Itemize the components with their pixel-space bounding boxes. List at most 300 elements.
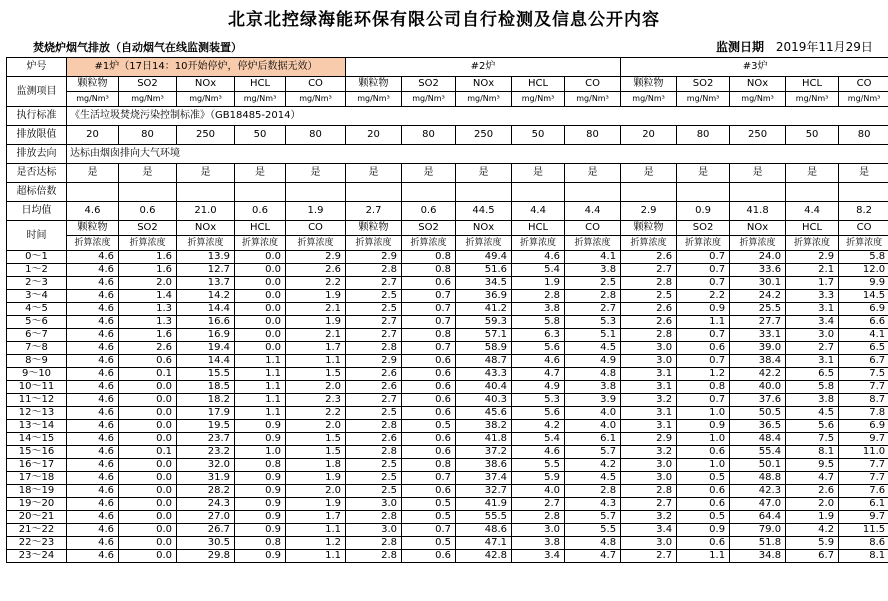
- limit-cell: 20: [67, 126, 119, 145]
- table-row: [7, 368, 888, 381]
- value-cell: 0.0: [119, 485, 177, 498]
- limit-cell: 80: [677, 126, 730, 145]
- value-cell: 55.5: [456, 511, 512, 524]
- limit-label: 排放限值: [7, 126, 67, 145]
- value-cell: 0.0: [235, 277, 286, 290]
- value-cell: 2.8: [346, 446, 402, 459]
- value-cell: 27.7: [730, 316, 786, 329]
- value-cell: 14.4: [177, 355, 235, 368]
- param-header: HCL: [512, 221, 565, 236]
- value-cell: 3.8: [565, 264, 621, 277]
- value-cell: 0.9: [677, 420, 730, 433]
- value-cell: 4.6: [67, 394, 119, 407]
- daily-avg-cell: 0.9: [677, 202, 730, 221]
- value-cell: 2.5: [346, 459, 402, 472]
- value-cell: 0.9: [235, 420, 286, 433]
- value-cell: 5.6: [786, 420, 839, 433]
- value-cell: 1.1: [286, 550, 346, 563]
- time-param-row: [7, 221, 888, 236]
- converted-cell: 折算浓度: [456, 236, 512, 251]
- value-cell: 0.0: [119, 394, 177, 407]
- daily-avg-cell: 8.2: [839, 202, 888, 221]
- value-cell: 2.8: [565, 485, 621, 498]
- item-row: [7, 77, 888, 92]
- value-cell: 4.2: [512, 420, 565, 433]
- value-cell: 0.1: [119, 446, 177, 459]
- value-cell: 0.6: [402, 446, 456, 459]
- value-cell: 0.9: [235, 511, 286, 524]
- value-cell: 5.3: [565, 316, 621, 329]
- standard-label: 执行标准: [7, 107, 67, 126]
- time-cell: 19～20: [7, 498, 67, 511]
- value-cell: 4.5: [565, 472, 621, 485]
- value-cell: 37.2: [456, 446, 512, 459]
- value-cell: 0.0: [235, 316, 286, 329]
- value-cell: 0.0: [235, 329, 286, 342]
- value-cell: 4.6: [67, 290, 119, 303]
- value-cell: 4.9: [512, 381, 565, 394]
- value-cell: 6.7: [786, 550, 839, 563]
- value-cell: 0.6: [677, 446, 730, 459]
- value-cell: 14.4: [177, 303, 235, 316]
- value-cell: 27.0: [177, 511, 235, 524]
- compliant-row: [7, 164, 888, 183]
- value-cell: 8.7: [839, 394, 888, 407]
- value-cell: 41.2: [456, 303, 512, 316]
- time-label: 时间: [7, 221, 67, 251]
- unit-cell: mg/Nm³: [119, 92, 177, 107]
- value-cell: 1.1: [235, 407, 286, 420]
- value-cell: 1.0: [677, 459, 730, 472]
- value-cell: 57.1: [456, 329, 512, 342]
- value-cell: 0.6: [677, 498, 730, 511]
- value-cell: 0.0: [235, 290, 286, 303]
- value-cell: 4.6: [512, 251, 565, 264]
- value-cell: 0.7: [402, 303, 456, 316]
- value-cell: 4.6: [67, 303, 119, 316]
- value-cell: 40.3: [456, 394, 512, 407]
- value-cell: 0.0: [119, 459, 177, 472]
- table-row: [7, 537, 888, 550]
- daily-avg-cell: 41.8: [730, 202, 786, 221]
- table-row: [7, 290, 888, 303]
- param-header: HCL: [786, 221, 839, 236]
- time-cell: 1～2: [7, 264, 67, 277]
- value-cell: 4.6: [67, 511, 119, 524]
- value-cell: 0.9: [235, 433, 286, 446]
- value-cell: 4.6: [67, 355, 119, 368]
- value-cell: 0.6: [402, 485, 456, 498]
- time-cell: 5～6: [7, 316, 67, 329]
- value-cell: 26.7: [177, 524, 235, 537]
- value-cell: 64.4: [730, 511, 786, 524]
- unit-cell: mg/Nm³: [402, 92, 456, 107]
- time-cell: 8～9: [7, 355, 67, 368]
- value-cell: 0.0: [119, 498, 177, 511]
- emission-table: [6, 57, 888, 563]
- value-cell: 4.5: [786, 407, 839, 420]
- value-cell: 33.1: [730, 329, 786, 342]
- value-cell: 4.6: [67, 420, 119, 433]
- value-cell: 45.6: [456, 407, 512, 420]
- table-row: [7, 316, 888, 329]
- value-cell: 12.0: [839, 264, 888, 277]
- date-value: 2019年11月29日: [775, 40, 873, 54]
- converted-cell: 折算浓度: [677, 236, 730, 251]
- value-cell: 2.8: [512, 290, 565, 303]
- furnace-row: [7, 58, 888, 77]
- unit-cell: mg/Nm³: [286, 92, 346, 107]
- value-cell: 2.1: [786, 264, 839, 277]
- time-cell: 13～14: [7, 420, 67, 433]
- value-cell: 0.6: [402, 355, 456, 368]
- value-cell: 1.7: [786, 277, 839, 290]
- param-header: NOx: [456, 221, 512, 236]
- standard-row: [7, 107, 888, 126]
- value-cell: 4.6: [67, 329, 119, 342]
- value-cell: 1.1: [677, 550, 730, 563]
- value-cell: 43.3: [456, 368, 512, 381]
- value-cell: 5.4: [512, 264, 565, 277]
- value-cell: 7.5: [786, 433, 839, 446]
- value-cell: 4.6: [67, 524, 119, 537]
- value-cell: 2.9: [786, 251, 839, 264]
- unit-cell: mg/Nm³: [456, 92, 512, 107]
- value-cell: 0.0: [119, 472, 177, 485]
- value-cell: 48.6: [456, 524, 512, 537]
- exceed-cell: [512, 183, 565, 202]
- value-cell: 3.1: [621, 407, 677, 420]
- value-cell: 0.0: [235, 303, 286, 316]
- value-cell: 0.0: [235, 264, 286, 277]
- value-cell: 3.1: [786, 303, 839, 316]
- value-cell: 9.7: [839, 433, 888, 446]
- value-cell: 13.9: [177, 251, 235, 264]
- value-cell: 1.6: [119, 264, 177, 277]
- compliant-cell: 是: [67, 164, 119, 183]
- value-cell: 2.8: [346, 342, 402, 355]
- value-cell: 0.0: [119, 420, 177, 433]
- daily-avg-label: 日均值: [7, 202, 67, 221]
- value-cell: 19.4: [177, 342, 235, 355]
- converted-cell: 折算浓度: [67, 236, 119, 251]
- value-cell: 0.0: [119, 381, 177, 394]
- value-cell: 1.9: [286, 498, 346, 511]
- value-cell: 49.4: [456, 251, 512, 264]
- value-cell: 12.7: [177, 264, 235, 277]
- value-cell: 2.8: [512, 511, 565, 524]
- value-cell: 0.7: [677, 329, 730, 342]
- param-header: 颗粒物: [621, 77, 677, 92]
- value-cell: 34.8: [730, 550, 786, 563]
- daily-avg-cell: 4.4: [565, 202, 621, 221]
- value-cell: 28.2: [177, 485, 235, 498]
- unit-cell: mg/Nm³: [730, 92, 786, 107]
- value-cell: 2.5: [621, 290, 677, 303]
- value-cell: 3.0: [621, 459, 677, 472]
- value-cell: 3.0: [621, 537, 677, 550]
- value-cell: 8.6: [839, 537, 888, 550]
- value-cell: 29.8: [177, 550, 235, 563]
- daily-avg-cell: 0.6: [402, 202, 456, 221]
- value-cell: 5.9: [786, 537, 839, 550]
- table-row: [7, 394, 888, 407]
- limit-cell: 250: [730, 126, 786, 145]
- value-cell: 0.8: [402, 251, 456, 264]
- unit-cell: mg/Nm³: [839, 92, 888, 107]
- value-cell: 0.9: [235, 472, 286, 485]
- exceed-cell: [235, 183, 286, 202]
- table-row: [7, 420, 888, 433]
- value-cell: 0.6: [402, 277, 456, 290]
- time-cell: 11～12: [7, 394, 67, 407]
- daily-avg-cell: 0.6: [235, 202, 286, 221]
- value-cell: 2.7: [786, 342, 839, 355]
- exceed-cell: [621, 183, 677, 202]
- value-cell: 6.9: [839, 303, 888, 316]
- table-row: [7, 355, 888, 368]
- value-cell: 1.5: [286, 446, 346, 459]
- value-cell: 39.0: [730, 342, 786, 355]
- value-cell: 47.1: [456, 537, 512, 550]
- limit-cell: 250: [177, 126, 235, 145]
- converted-cell: 折算浓度: [730, 236, 786, 251]
- value-cell: 50.5: [730, 407, 786, 420]
- value-cell: 1.7: [286, 342, 346, 355]
- compliant-cell: 是: [839, 164, 888, 183]
- value-cell: 1.9: [286, 290, 346, 303]
- value-cell: 37.4: [456, 472, 512, 485]
- daily-avg-cell: 44.5: [456, 202, 512, 221]
- limit-cell: 20: [346, 126, 402, 145]
- value-cell: 24.3: [177, 498, 235, 511]
- value-cell: 4.0: [512, 485, 565, 498]
- exceed-cell: [456, 183, 512, 202]
- value-cell: 2.8: [346, 264, 402, 277]
- compliant-label: 是否达标: [7, 164, 67, 183]
- value-cell: 6.6: [839, 316, 888, 329]
- destination-row: [7, 145, 888, 164]
- exceed-cell: [730, 183, 786, 202]
- value-cell: 7.6: [839, 485, 888, 498]
- value-cell: 4.7: [512, 368, 565, 381]
- value-cell: 1.6: [119, 251, 177, 264]
- time-cell: 23～24: [7, 550, 67, 563]
- converted-cell: 折算浓度: [839, 236, 888, 251]
- compliant-cell: 是: [730, 164, 786, 183]
- value-cell: 4.6: [512, 355, 565, 368]
- value-cell: 2.7: [346, 316, 402, 329]
- value-cell: 0.0: [119, 537, 177, 550]
- value-cell: 6.7: [839, 355, 888, 368]
- exceed-cell: [286, 183, 346, 202]
- limit-cell: 20: [621, 126, 677, 145]
- value-cell: 3.4: [512, 550, 565, 563]
- table-row: [7, 342, 888, 355]
- value-cell: 2.1: [286, 303, 346, 316]
- value-cell: 23.2: [177, 446, 235, 459]
- param-header: SO2: [119, 77, 177, 92]
- value-cell: 3.4: [786, 316, 839, 329]
- value-cell: 11.5: [839, 524, 888, 537]
- value-cell: 0.0: [119, 511, 177, 524]
- value-cell: 0.7: [677, 251, 730, 264]
- value-cell: 32.0: [177, 459, 235, 472]
- value-cell: 51.8: [730, 537, 786, 550]
- exceed-cell: [839, 183, 888, 202]
- standard-text: 《生活垃圾焚烧污染控制标准》（GB18485-2014）: [67, 107, 888, 126]
- compliant-cell: 是: [346, 164, 402, 183]
- value-cell: 51.6: [456, 264, 512, 277]
- furnace-1-header: #1炉（17日14：10开始停炉，停炉后数据无效）: [67, 58, 346, 77]
- value-cell: 42.8: [456, 550, 512, 563]
- param-header: CO: [565, 77, 621, 92]
- value-cell: 7.8: [839, 407, 888, 420]
- param-header: 颗粒物: [346, 77, 402, 92]
- value-cell: 40.0: [730, 381, 786, 394]
- table-row: [7, 446, 888, 459]
- value-cell: 0.6: [677, 485, 730, 498]
- value-cell: 4.6: [67, 251, 119, 264]
- value-cell: 3.8: [512, 537, 565, 550]
- compliant-cell: 是: [565, 164, 621, 183]
- value-cell: 2.8: [346, 420, 402, 433]
- value-cell: 3.1: [786, 355, 839, 368]
- param-header: CO: [839, 221, 888, 236]
- value-cell: 2.7: [346, 329, 402, 342]
- value-cell: 38.4: [730, 355, 786, 368]
- value-cell: 1.9: [286, 472, 346, 485]
- value-cell: 3.8: [786, 394, 839, 407]
- value-cell: 0.0: [119, 550, 177, 563]
- exceed-row: [7, 183, 888, 202]
- value-cell: 34.5: [456, 277, 512, 290]
- value-cell: 1.0: [677, 407, 730, 420]
- time-cell: 12～13: [7, 407, 67, 420]
- value-cell: 2.6: [346, 381, 402, 394]
- daily-avg-cell: 2.9: [621, 202, 677, 221]
- compliant-cell: 是: [621, 164, 677, 183]
- value-cell: 5.8: [839, 251, 888, 264]
- value-cell: 33.6: [730, 264, 786, 277]
- value-cell: 5.9: [512, 472, 565, 485]
- value-cell: 3.8: [565, 381, 621, 394]
- value-cell: 0.6: [119, 355, 177, 368]
- value-cell: 6.1: [565, 433, 621, 446]
- time-cell: 15～16: [7, 446, 67, 459]
- table-row: [7, 303, 888, 316]
- value-cell: 6.3: [512, 329, 565, 342]
- value-cell: 30.1: [730, 277, 786, 290]
- value-cell: 2.5: [565, 277, 621, 290]
- exceed-cell: [565, 183, 621, 202]
- value-cell: 1.6: [119, 329, 177, 342]
- value-cell: 4.6: [67, 498, 119, 511]
- value-cell: 2.5: [346, 303, 402, 316]
- value-cell: 41.9: [456, 498, 512, 511]
- value-cell: 0.7: [402, 316, 456, 329]
- table-row: [7, 498, 888, 511]
- value-cell: 0.9: [235, 550, 286, 563]
- converted-cell: 折算浓度: [346, 236, 402, 251]
- value-cell: 4.6: [67, 446, 119, 459]
- value-cell: 2.2: [677, 290, 730, 303]
- param-header: SO2: [402, 221, 456, 236]
- limit-cell: 50: [235, 126, 286, 145]
- param-header: SO2: [119, 221, 177, 236]
- param-header: CO: [286, 221, 346, 236]
- param-header: HCL: [235, 77, 286, 92]
- time-cell: 7～8: [7, 342, 67, 355]
- value-cell: 5.8: [512, 316, 565, 329]
- value-cell: 9.5: [786, 459, 839, 472]
- time-cell: 0～1: [7, 251, 67, 264]
- exceed-cell: [346, 183, 402, 202]
- value-cell: 16.6: [177, 316, 235, 329]
- value-cell: 24.2: [730, 290, 786, 303]
- value-cell: 5.5: [512, 459, 565, 472]
- limit-cell: 80: [402, 126, 456, 145]
- value-cell: 3.8: [512, 303, 565, 316]
- value-cell: 4.0: [565, 407, 621, 420]
- value-cell: 8.1: [786, 446, 839, 459]
- unit-cell: mg/Nm³: [346, 92, 402, 107]
- value-cell: 7.7: [839, 459, 888, 472]
- value-cell: 2.0: [119, 277, 177, 290]
- value-cell: 2.9: [286, 251, 346, 264]
- value-cell: 58.9: [456, 342, 512, 355]
- value-cell: 2.5: [346, 485, 402, 498]
- value-cell: 2.9: [346, 355, 402, 368]
- value-cell: 0.0: [235, 342, 286, 355]
- value-cell: 2.7: [621, 550, 677, 563]
- value-cell: 2.2: [286, 277, 346, 290]
- value-cell: 4.6: [67, 407, 119, 420]
- value-cell: 50.1: [730, 459, 786, 472]
- table-row: [7, 329, 888, 342]
- table-row: [7, 524, 888, 537]
- value-cell: 17.9: [177, 407, 235, 420]
- value-cell: 18.2: [177, 394, 235, 407]
- value-cell: 25.5: [730, 303, 786, 316]
- value-cell: 4.6: [67, 368, 119, 381]
- exceed-label: 超标倍数: [7, 183, 67, 202]
- value-cell: 0.6: [677, 537, 730, 550]
- value-cell: 2.5: [346, 290, 402, 303]
- value-cell: 4.6: [67, 459, 119, 472]
- value-cell: 32.7: [456, 485, 512, 498]
- value-cell: 4.7: [565, 550, 621, 563]
- value-cell: 2.8: [621, 485, 677, 498]
- time-cell: 4～5: [7, 303, 67, 316]
- value-cell: 2.6: [346, 433, 402, 446]
- value-cell: 0.8: [402, 329, 456, 342]
- furnace-label: 炉号: [7, 58, 67, 77]
- param-header: NOx: [730, 221, 786, 236]
- value-cell: 0.6: [402, 550, 456, 563]
- converted-row: [7, 236, 888, 251]
- time-cell: 22～23: [7, 537, 67, 550]
- time-cell: 3～4: [7, 290, 67, 303]
- value-cell: 23.7: [177, 433, 235, 446]
- table-row: [7, 485, 888, 498]
- value-cell: 2.2: [286, 407, 346, 420]
- value-cell: 1.3: [119, 303, 177, 316]
- value-cell: 0.6: [402, 433, 456, 446]
- limit-cell: 80: [119, 126, 177, 145]
- time-cell: 21～22: [7, 524, 67, 537]
- table-row: [7, 459, 888, 472]
